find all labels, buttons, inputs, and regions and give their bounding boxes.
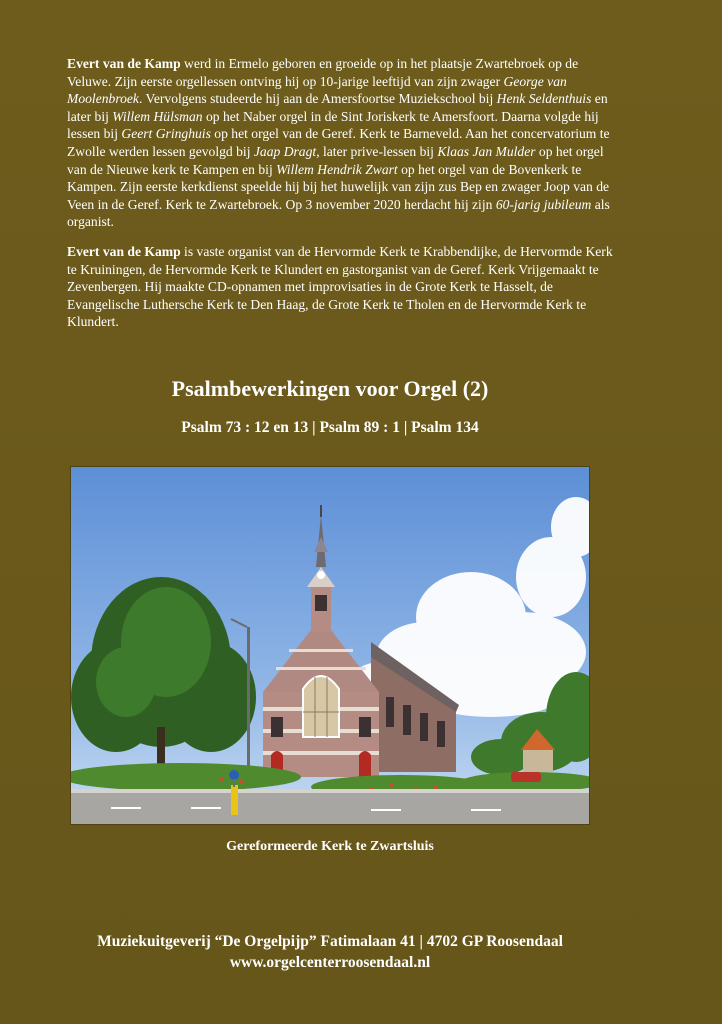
- teacher-name: Willem Hülsman: [112, 108, 203, 124]
- bio-text: werd in Ermelo geboren en groeide op in het plaatsje Zwartebroek op de Veluwe. Zijn eerste orgellessen ontving hij op 10-jarige leeftijd van zijn zwager: [67, 56, 579, 89]
- teacher-name: Geert Gringhuis: [121, 126, 211, 142]
- publisher-website: www.orgelcenterroosendaal.nl: [229, 954, 431, 971]
- bio-paragraph-2: [67, 243, 615, 331]
- bio-text: , later prive-lessen bij: [316, 143, 438, 159]
- bio-text: is vaste organist van de Hervormde Kerk te Krabbendijke, de Hervormde Kerk te Kruiningen, de Hervormde Kerk te Klundert en gastorganist van de Geref. Kerk Vrijgemaakt te Zevenbergen. Hij maakte CD-opnamen met improvisaties in de Grote Kerk te Hasselt, de Evangelische Luthersche Kerk te Den Haag, de Grote Kerk te Tholen en de Hervormde Kerk te Klundert.: [67, 243, 613, 330]
- page-title: Psalmbewerkingen voor Orgel (2): [171, 376, 489, 401]
- publisher-address: Muziekuitgeverij “De Orgelpijp” Fatimalaan 41 | 4702 GP Roosendaal: [97, 933, 563, 950]
- teacher-name: 60-jarig jubileum: [495, 196, 592, 212]
- bold-name: Evert van de Kamp: [67, 56, 181, 71]
- biography: [67, 55, 615, 343]
- bio-text: en later bij: [67, 91, 608, 124]
- photo-caption: Gereformeerde Kerk te Zwartsluis: [226, 839, 434, 854]
- publisher-footer: [0, 931, 660, 973]
- bio-text: . Vervolgens studeerde hij aan de Amersfoortse Muziekschool bij: [138, 91, 497, 107]
- teacher-name: Willem Hendrik Zwart: [276, 161, 398, 177]
- church-photo: [70, 466, 590, 825]
- bio-text: als organist.: [67, 196, 610, 230]
- bio-text: op het orgel van de Nieuwe kerk te Kampen en bij: [67, 143, 604, 177]
- bio-text: op het Naber orgel in de Sint Joriskerk te Amersfoort. Daarna volgde hij lessen bij: [67, 108, 599, 142]
- church-illustration: [71, 467, 589, 824]
- bio-text: op het orgel van de Geref. Kerk te Barneveld. Aan het concervatorium te Zwolle werden lessen gevolgd bij: [67, 126, 610, 159]
- psalm-list: Psalm 73 : 12 en 13 | Psalm 89 : 1 | Psalm 134: [181, 419, 479, 436]
- teacher-name: Henk Seldenthuis: [496, 91, 592, 107]
- teacher-name: George van Moolenbroek: [67, 73, 567, 107]
- bio-text: op het orgel van de Bovenkerk te Kampen. Zijn eerste kerkdienst speelde hij bij het huwelijk van zijn zus Bep en zwager Joop van de Veen in de Geref. Kerk te Zwartebroek. Op 3 november 2020 herdacht hij zijn: [67, 161, 610, 212]
- bio-paragraph-1: [67, 55, 615, 231]
- teacher-name: Jaap Dragt: [253, 143, 317, 159]
- teacher-name: Klaas Jan Mulder: [437, 143, 536, 159]
- bold-name: Evert van de Kamp: [67, 243, 181, 259]
